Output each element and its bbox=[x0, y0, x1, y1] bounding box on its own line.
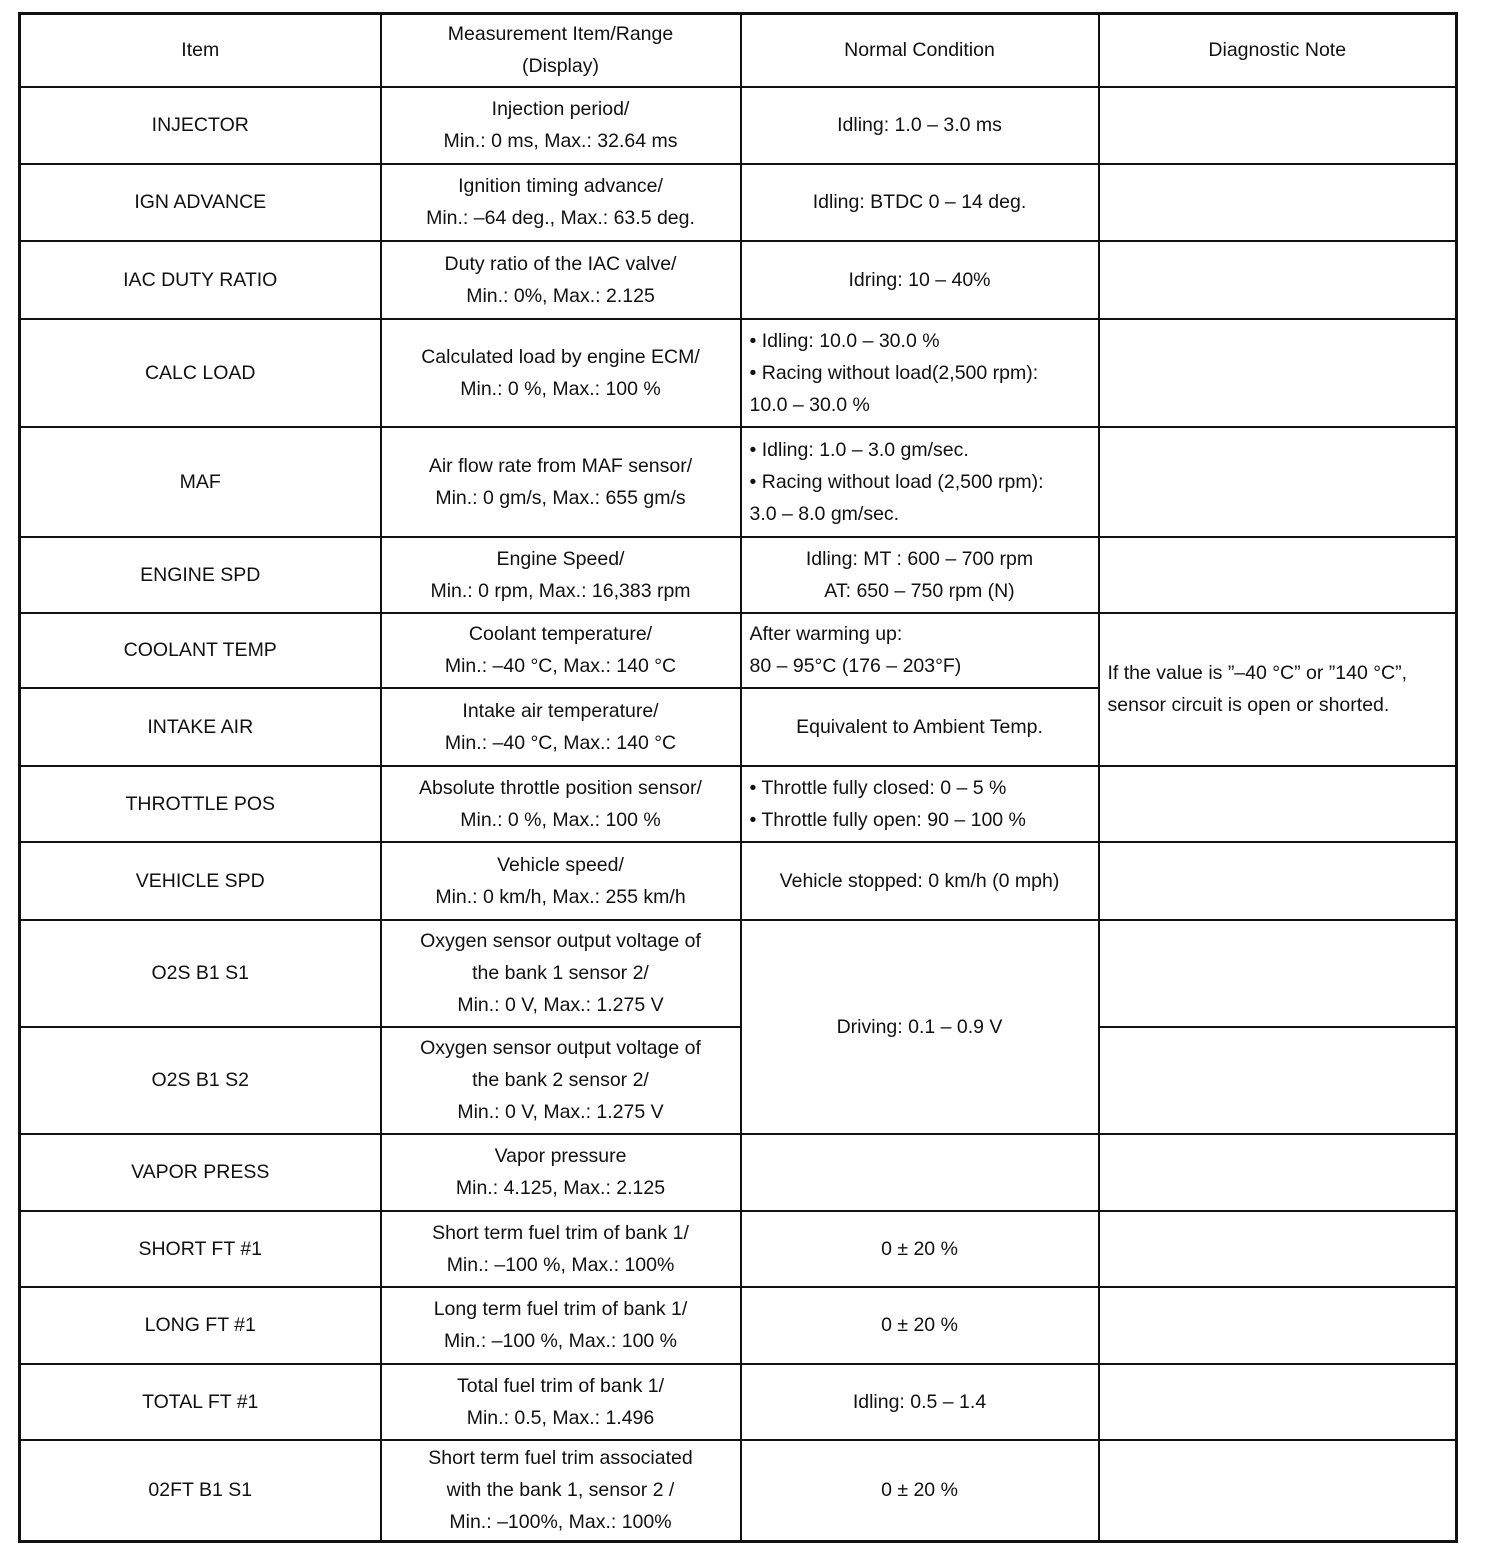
normal-cell: Driving: 0.1 – 0.9 V bbox=[741, 920, 1099, 1134]
data-list-table bbox=[18, 12, 1458, 1543]
normal-cell: Idling: MT : 600 – 700 rpm AT: 650 – 750 rpm (N) bbox=[741, 537, 1099, 613]
table-row bbox=[20, 1027, 1457, 1134]
range-cell: Duty ratio of the IAC valve/ Min.: 0%, Max.: 2.125 bbox=[381, 241, 741, 319]
table-row bbox=[20, 766, 1457, 842]
note-cell bbox=[1099, 1440, 1457, 1542]
range-cell: Intake air temperature/ Min.: –40 °C, Max.: 140 °C bbox=[381, 688, 741, 766]
note-cell bbox=[1099, 319, 1457, 427]
table-row bbox=[20, 1364, 1457, 1440]
table-row bbox=[20, 842, 1457, 920]
table-row bbox=[20, 1440, 1457, 1542]
table-row bbox=[20, 1211, 1457, 1287]
range-cell: Injection period/ Min.: 0 ms, Max.: 32.64 ms bbox=[381, 87, 741, 164]
normal-cell: Equivalent to Ambient Temp. bbox=[741, 688, 1099, 766]
note-cell bbox=[1099, 1211, 1457, 1287]
normal-cell: After warming up: 80 – 95°C (176 – 203°F) bbox=[741, 613, 1099, 688]
item-cell: O2S B1 S1 bbox=[20, 920, 381, 1027]
note-cell bbox=[1099, 164, 1457, 241]
item-cell: THROTTLE POS bbox=[20, 766, 381, 842]
normal-cell: Idling: 1.0 – 3.0 ms bbox=[741, 87, 1099, 164]
item-cell: LONG FT #1 bbox=[20, 1287, 381, 1364]
note-cell bbox=[1099, 1134, 1457, 1211]
header-note: Diagnostic Note bbox=[1099, 14, 1457, 87]
normal-cell bbox=[741, 1134, 1099, 1211]
table-row bbox=[20, 1287, 1457, 1364]
normal-cell: 0 ± 20 % bbox=[741, 1211, 1099, 1287]
range-cell: Short term fuel trim of bank 1/ Min.: –100 %, Max.: 100% bbox=[381, 1211, 741, 1287]
item-cell: ENGINE SPD bbox=[20, 537, 381, 613]
range-cell: Long term fuel trim of bank 1/ Min.: –100 %, Max.: 100 % bbox=[381, 1287, 741, 1364]
table-row bbox=[20, 427, 1457, 537]
note-cell bbox=[1099, 427, 1457, 537]
table-row bbox=[20, 1134, 1457, 1211]
item-cell: 02FT B1 S1 bbox=[20, 1440, 381, 1542]
normal-cell: • Idling: 10.0 – 30.0 % • Racing without load(2,500 rpm): 10.0 – 30.0 % bbox=[741, 319, 1099, 427]
note-cell bbox=[1099, 1027, 1457, 1134]
table-row bbox=[20, 537, 1457, 613]
range-cell: Oxygen sensor output voltage of the bank 2 sensor 2/ Min.: 0 V, Max.: 1.275 V bbox=[381, 1027, 741, 1134]
range-cell: Short term fuel trim associated with the bank 1, sensor 2 / Min.: –100%, Max.: 100% bbox=[381, 1440, 741, 1542]
table-row bbox=[20, 87, 1457, 164]
table-row bbox=[20, 241, 1457, 319]
range-cell: Coolant temperature/ Min.: –40 °C, Max.: 140 °C bbox=[381, 613, 741, 688]
range-cell: Engine Speed/ Min.: 0 rpm, Max.: 16,383 rpm bbox=[381, 537, 741, 613]
normal-cell: • Throttle fully closed: 0 – 5 % • Throttle fully open: 90 – 100 % bbox=[741, 766, 1099, 842]
table-row bbox=[20, 613, 1457, 688]
table-row bbox=[20, 319, 1457, 427]
normal-cell: Idling: BTDC 0 – 14 deg. bbox=[741, 164, 1099, 241]
range-cell: Calculated load by engine ECM/ Min.: 0 %, Max.: 100 % bbox=[381, 319, 741, 427]
note-cell bbox=[1099, 766, 1457, 842]
table-row bbox=[20, 164, 1457, 241]
header-item: Item bbox=[20, 14, 381, 87]
range-cell: Oxygen sensor output voltage of the bank 1 sensor 2/ Min.: 0 V, Max.: 1.275 V bbox=[381, 920, 741, 1027]
item-cell: IAC DUTY RATIO bbox=[20, 241, 381, 319]
header-range: Measurement Item/Range (Display) bbox=[381, 14, 741, 87]
note-cell bbox=[1099, 241, 1457, 319]
item-cell: VEHICLE SPD bbox=[20, 842, 381, 920]
item-cell: COOLANT TEMP bbox=[20, 613, 381, 688]
range-cell: Vehicle speed/ Min.: 0 km/h, Max.: 255 km/h bbox=[381, 842, 741, 920]
range-cell: Air flow rate from MAF sensor/ Min.: 0 gm/s, Max.: 655 gm/s bbox=[381, 427, 741, 537]
normal-cell: Idring: 10 – 40% bbox=[741, 241, 1099, 319]
header-row bbox=[20, 14, 1457, 87]
normal-cell: 0 ± 20 % bbox=[741, 1440, 1099, 1542]
range-cell: Absolute throttle position sensor/ Min.: 0 %, Max.: 100 % bbox=[381, 766, 741, 842]
item-cell: IGN ADVANCE bbox=[20, 164, 381, 241]
range-cell: Vapor pressure Min.: 4.125, Max.: 2.125 bbox=[381, 1134, 741, 1211]
item-cell: VAPOR PRESS bbox=[20, 1134, 381, 1211]
normal-cell: Idling: 0.5 – 1.4 bbox=[741, 1364, 1099, 1440]
header-normal: Normal Condition bbox=[741, 14, 1099, 87]
item-cell: MAF bbox=[20, 427, 381, 537]
item-cell: O2S B1 S2 bbox=[20, 1027, 381, 1134]
note-cell bbox=[1099, 1287, 1457, 1364]
item-cell: TOTAL FT #1 bbox=[20, 1364, 381, 1440]
normal-cell: • Idling: 1.0 – 3.0 gm/sec. • Racing without load (2,500 rpm): 3.0 – 8.0 gm/sec. bbox=[741, 427, 1099, 537]
item-cell: SHORT FT #1 bbox=[20, 1211, 381, 1287]
range-cell: Ignition timing advance/ Min.: –64 deg., Max.: 63.5 deg. bbox=[381, 164, 741, 241]
normal-cell: Vehicle stopped: 0 km/h (0 mph) bbox=[741, 842, 1099, 920]
note-cell bbox=[1099, 842, 1457, 920]
note-cell: If the value is ”–40 °C” or ”140 °C”, sensor circuit is open or shorted. bbox=[1099, 613, 1457, 766]
item-cell: CALC LOAD bbox=[20, 319, 381, 427]
note-cell bbox=[1099, 87, 1457, 164]
item-cell: INJECTOR bbox=[20, 87, 381, 164]
note-cell bbox=[1099, 1364, 1457, 1440]
range-cell: Total fuel trim of bank 1/ Min.: 0.5, Max.: 1.496 bbox=[381, 1364, 741, 1440]
item-cell: INTAKE AIR bbox=[20, 688, 381, 766]
note-cell bbox=[1099, 920, 1457, 1027]
note-cell bbox=[1099, 537, 1457, 613]
normal-cell: 0 ± 20 % bbox=[741, 1287, 1099, 1364]
table-row bbox=[20, 920, 1457, 1027]
